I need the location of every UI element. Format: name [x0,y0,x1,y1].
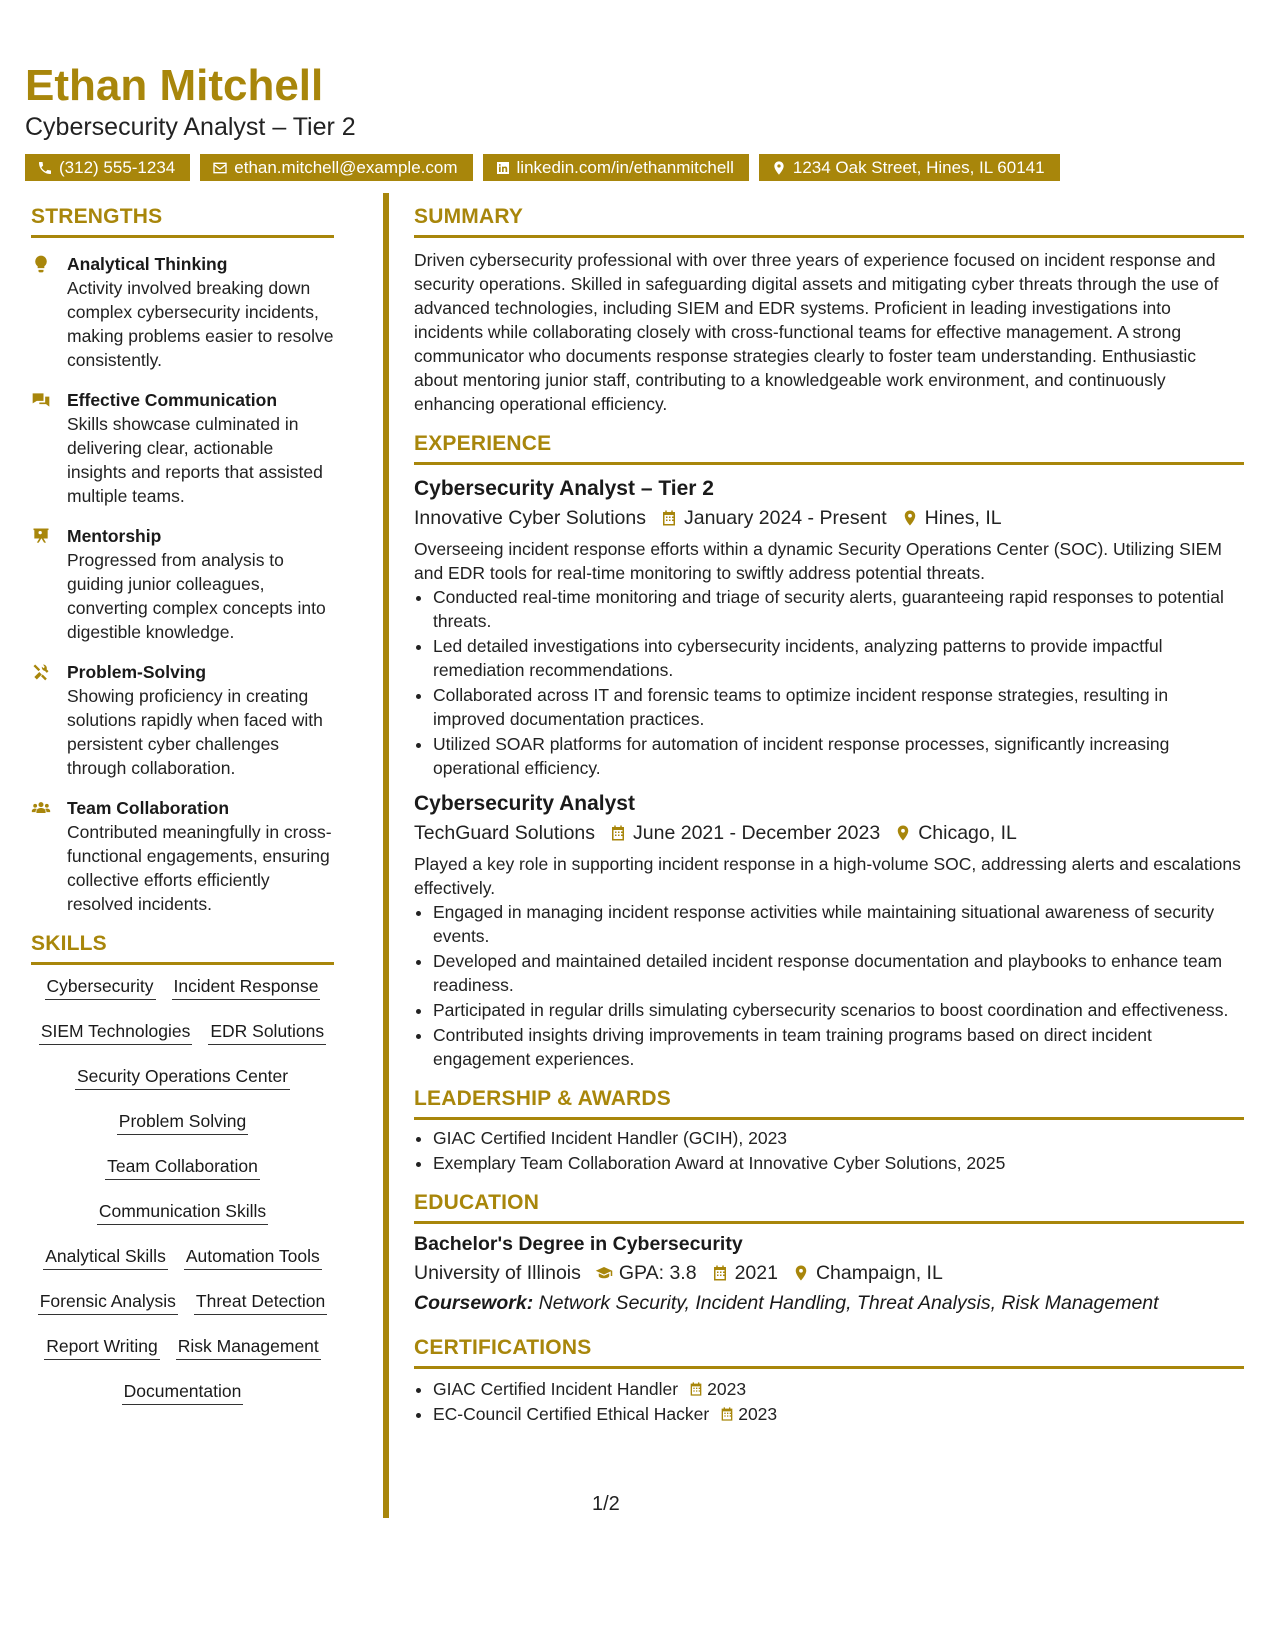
job-bullet: • Utilized SOAR platforms for automation of incident response processes, significantly increasing operational efficiency. [433,732,1244,780]
school-location: Champaign, IL [815,1262,943,1284]
candidate-role: Cybersecurity Analyst – Tier 2 [25,113,356,141]
strength-desc: Showing proficiency in creating solutions rapidly when faced with persistent cyber challenges through collaboration. [67,686,323,778]
strength-title: Problem-Solving [67,662,207,682]
lightbulb-icon [31,254,51,274]
certifications-title: CERTIFICATIONS [414,1336,1244,1369]
calendar-icon [609,824,627,842]
job-bullet: • Collaborated across IT and forensic teams to optimize incident response strategies, resulting in improved documentation practices. [433,683,1244,731]
skill-tag: Team Collaboration [105,1153,260,1180]
strength-title: Team Collaboration [67,798,230,818]
column-divider [383,193,389,1518]
education-meta [414,1258,1244,1288]
coursework-list: Network Security, Incident Handling, Threat Analysis, Risk Management [538,1292,1159,1314]
job-bullets [414,900,1244,1071]
skill-row [105,1153,260,1198]
job-company: Innovative Cyber Solutions [414,507,646,529]
skill-row [44,1333,321,1378]
contact-linkedin[interactable] [483,154,749,181]
skill-row [45,973,321,1018]
job-title: Cybersecurity Analyst – Tier 2 [414,477,714,500]
skill-row [122,1378,244,1423]
graduation-year: 2021 [734,1262,778,1284]
skill-tag: Threat Detection [194,1288,327,1315]
linkedin-text: linkedin.com/in/ethanmitchell [516,158,734,177]
email-text: ethan.mitchell@example.com [234,158,458,177]
certification-item [433,1402,1244,1426]
map-pin-icon [894,824,912,842]
job-bullet: • Contributed insights driving improvements in team training programs based on direct incident engagement experiences. [433,1023,1244,1071]
certifications-list [414,1377,1244,1426]
strength-title: Mentorship [67,526,162,546]
job-bullet: • Participated in regular drills simulating cybersecurity scenarios to boost coordination and effectiveness. [433,998,1244,1022]
job-description: Overseeing incident response efforts within a dynamic Security Operations Center (SOC). Utilizing SIEM and EDR tools for real-time monitoring to swiftly address potential threats. [414,539,1222,583]
certification-name: GIAC Certified Incident Handler [433,1379,679,1399]
tools-icon [31,662,51,682]
award-item: • GIAC Certified Incident Handler (GCIH), 2023 [433,1126,1244,1150]
strength-item [31,252,334,372]
graduation-cap-icon [595,1264,613,1282]
job-location: Chicago, IL [918,822,1017,844]
contact-phone[interactable] [25,154,190,181]
strengths-title: STRENGTHS [31,205,334,238]
skills-title: SKILLS [31,932,334,965]
right-column [414,205,1244,1427]
resume-header [25,60,1250,181]
job-bullet: • Conducted real-time monitoring and triage of security alerts, guaranteeing rapid responses to potential threats. [433,585,1244,633]
job-entry [414,475,1244,780]
strength-desc: Progressed from analysis to guiding junior colleagues, converting complex concepts into digestible knowledge. [67,550,326,642]
skill-tag: Security Operations Center [75,1063,290,1090]
skill-tag: EDR Solutions [208,1018,326,1045]
users-icon [31,798,51,818]
strength-item [31,660,334,780]
address-text: 1234 Oak Street, Hines, IL 60141 [792,158,1045,177]
envelope-icon [212,160,228,176]
job-location: Hines, IL [924,507,1002,529]
teacher-icon [31,526,51,546]
experience-title: EXPERIENCE [414,432,1244,465]
certification-year: 2023 [707,1379,747,1399]
skill-tag: Communication Skills [97,1198,268,1225]
map-pin-icon [901,509,919,527]
skill-tag: SIEM Technologies [39,1018,193,1045]
job-bullets [414,585,1244,780]
coursework-label: Coursework: [414,1292,534,1314]
job-meta [414,818,1244,848]
job-meta [414,503,1244,533]
job-dates: January 2024 - Present [683,507,887,529]
phone-icon [37,160,53,176]
job-company: TechGuard Solutions [414,822,596,844]
skill-tag: Risk Management [176,1333,321,1360]
skills-list [31,973,334,1423]
strength-item [31,796,334,916]
skill-row [38,1288,328,1333]
job-entry [414,790,1244,1071]
skill-row [75,1063,290,1108]
skill-row [97,1198,268,1243]
map-pin-icon [792,1264,810,1282]
job-bullet: • Developed and maintained detailed incident response documentation and playbooks to enhance team readiness. [433,949,1244,997]
coursework [414,1288,1244,1318]
skill-tag: Cybersecurity [45,973,156,1000]
contact-address[interactable] [759,154,1060,181]
skill-tag: Analytical Skills [43,1243,168,1270]
school-name: University of Illinois [414,1262,581,1284]
strength-item [31,388,334,508]
skill-tag: Forensic Analysis [38,1288,178,1315]
strength-item [31,524,334,644]
certification-name: EC-Council Certified Ethical Hacker [433,1404,710,1424]
certification-year: 2023 [738,1404,778,1424]
leadership-list [414,1126,1244,1175]
calendar-icon [688,1381,704,1397]
summary-text: Driven cybersecurity professional with over three years of experience focused on incident response and security operations. Skilled in safeguarding digital assets and mitigating cyber threats through the use of advanced technologies, including SIEM and EDR systems. Proficient in leading investigations into incidents while collaborating closely with cross-functional teams for effective management. A strong communicator who documents response strategies clearly to foster team understanding. Enthusiastic about mentoring junior staff, contributing to a knowledgeable work environment, and continuously enhancing operational efficiency. [414,250,1219,414]
map-pin-icon [771,160,787,176]
job-description: Played a key role in supporting incident response in a high-volume SOC, addressing alerts and escalations effectively. [414,854,1241,898]
certification-item [433,1377,1244,1401]
contact-bar [25,154,1250,181]
comments-icon [31,390,51,410]
strength-title: Analytical Thinking [67,254,228,274]
calendar-icon [719,1406,735,1422]
strength-desc: Skills showcase culminated in delivering clear, actionable insights and reports that assisted multiple teams. [67,414,323,506]
leadership-title: LEADERSHIP & AWARDS [414,1087,1244,1120]
calendar-icon [660,509,678,527]
left-column [31,205,334,1423]
skill-row [39,1018,326,1063]
strength-title: Effective Communication [67,390,278,410]
skill-tag: Automation Tools [184,1243,322,1270]
skill-tag: Report Writing [44,1333,160,1360]
strengths-list [31,252,334,916]
candidate-name: Ethan Mitchell [25,61,324,110]
job-dates: June 2021 - December 2023 [633,822,881,844]
skill-tag: Problem Solving [117,1108,248,1135]
skill-row [117,1108,248,1153]
linkedin-icon [495,160,511,176]
job-bullet: • Engaged in managing incident response activities while maintaining situational awareness of security events. [433,900,1244,948]
skill-row [43,1243,322,1288]
skill-tag: Documentation [122,1378,244,1405]
job-title: Cybersecurity Analyst [414,792,635,815]
page-number: 1/2 [592,1493,620,1515]
gpa: GPA: 3.8 [618,1262,697,1284]
skill-tag: Incident Response [172,973,321,1000]
strength-desc: Contributed meaningfully in cross-functional engagements, ensuring collective efforts efficiently resolved incidents. [67,822,332,914]
award-item: • Exemplary Team Collaboration Award at Innovative Cyber Solutions, 2025 [433,1151,1244,1175]
summary-title: SUMMARY [414,205,1244,238]
degree-title: Bachelor's Degree in Cybersecurity [414,1233,743,1255]
job-bullet: • Led detailed investigations into cybersecurity incidents, analyzing patterns to provide impactful remediation recommendations. [433,634,1244,682]
contact-email[interactable] [200,154,472,181]
calendar-icon [711,1264,729,1282]
strength-desc: Activity involved breaking down complex cybersecurity incidents, making problems easier to resolve consistently. [67,278,334,370]
phone-text: (312) 555-1234 [59,158,176,177]
education-title: EDUCATION [414,1191,1244,1224]
